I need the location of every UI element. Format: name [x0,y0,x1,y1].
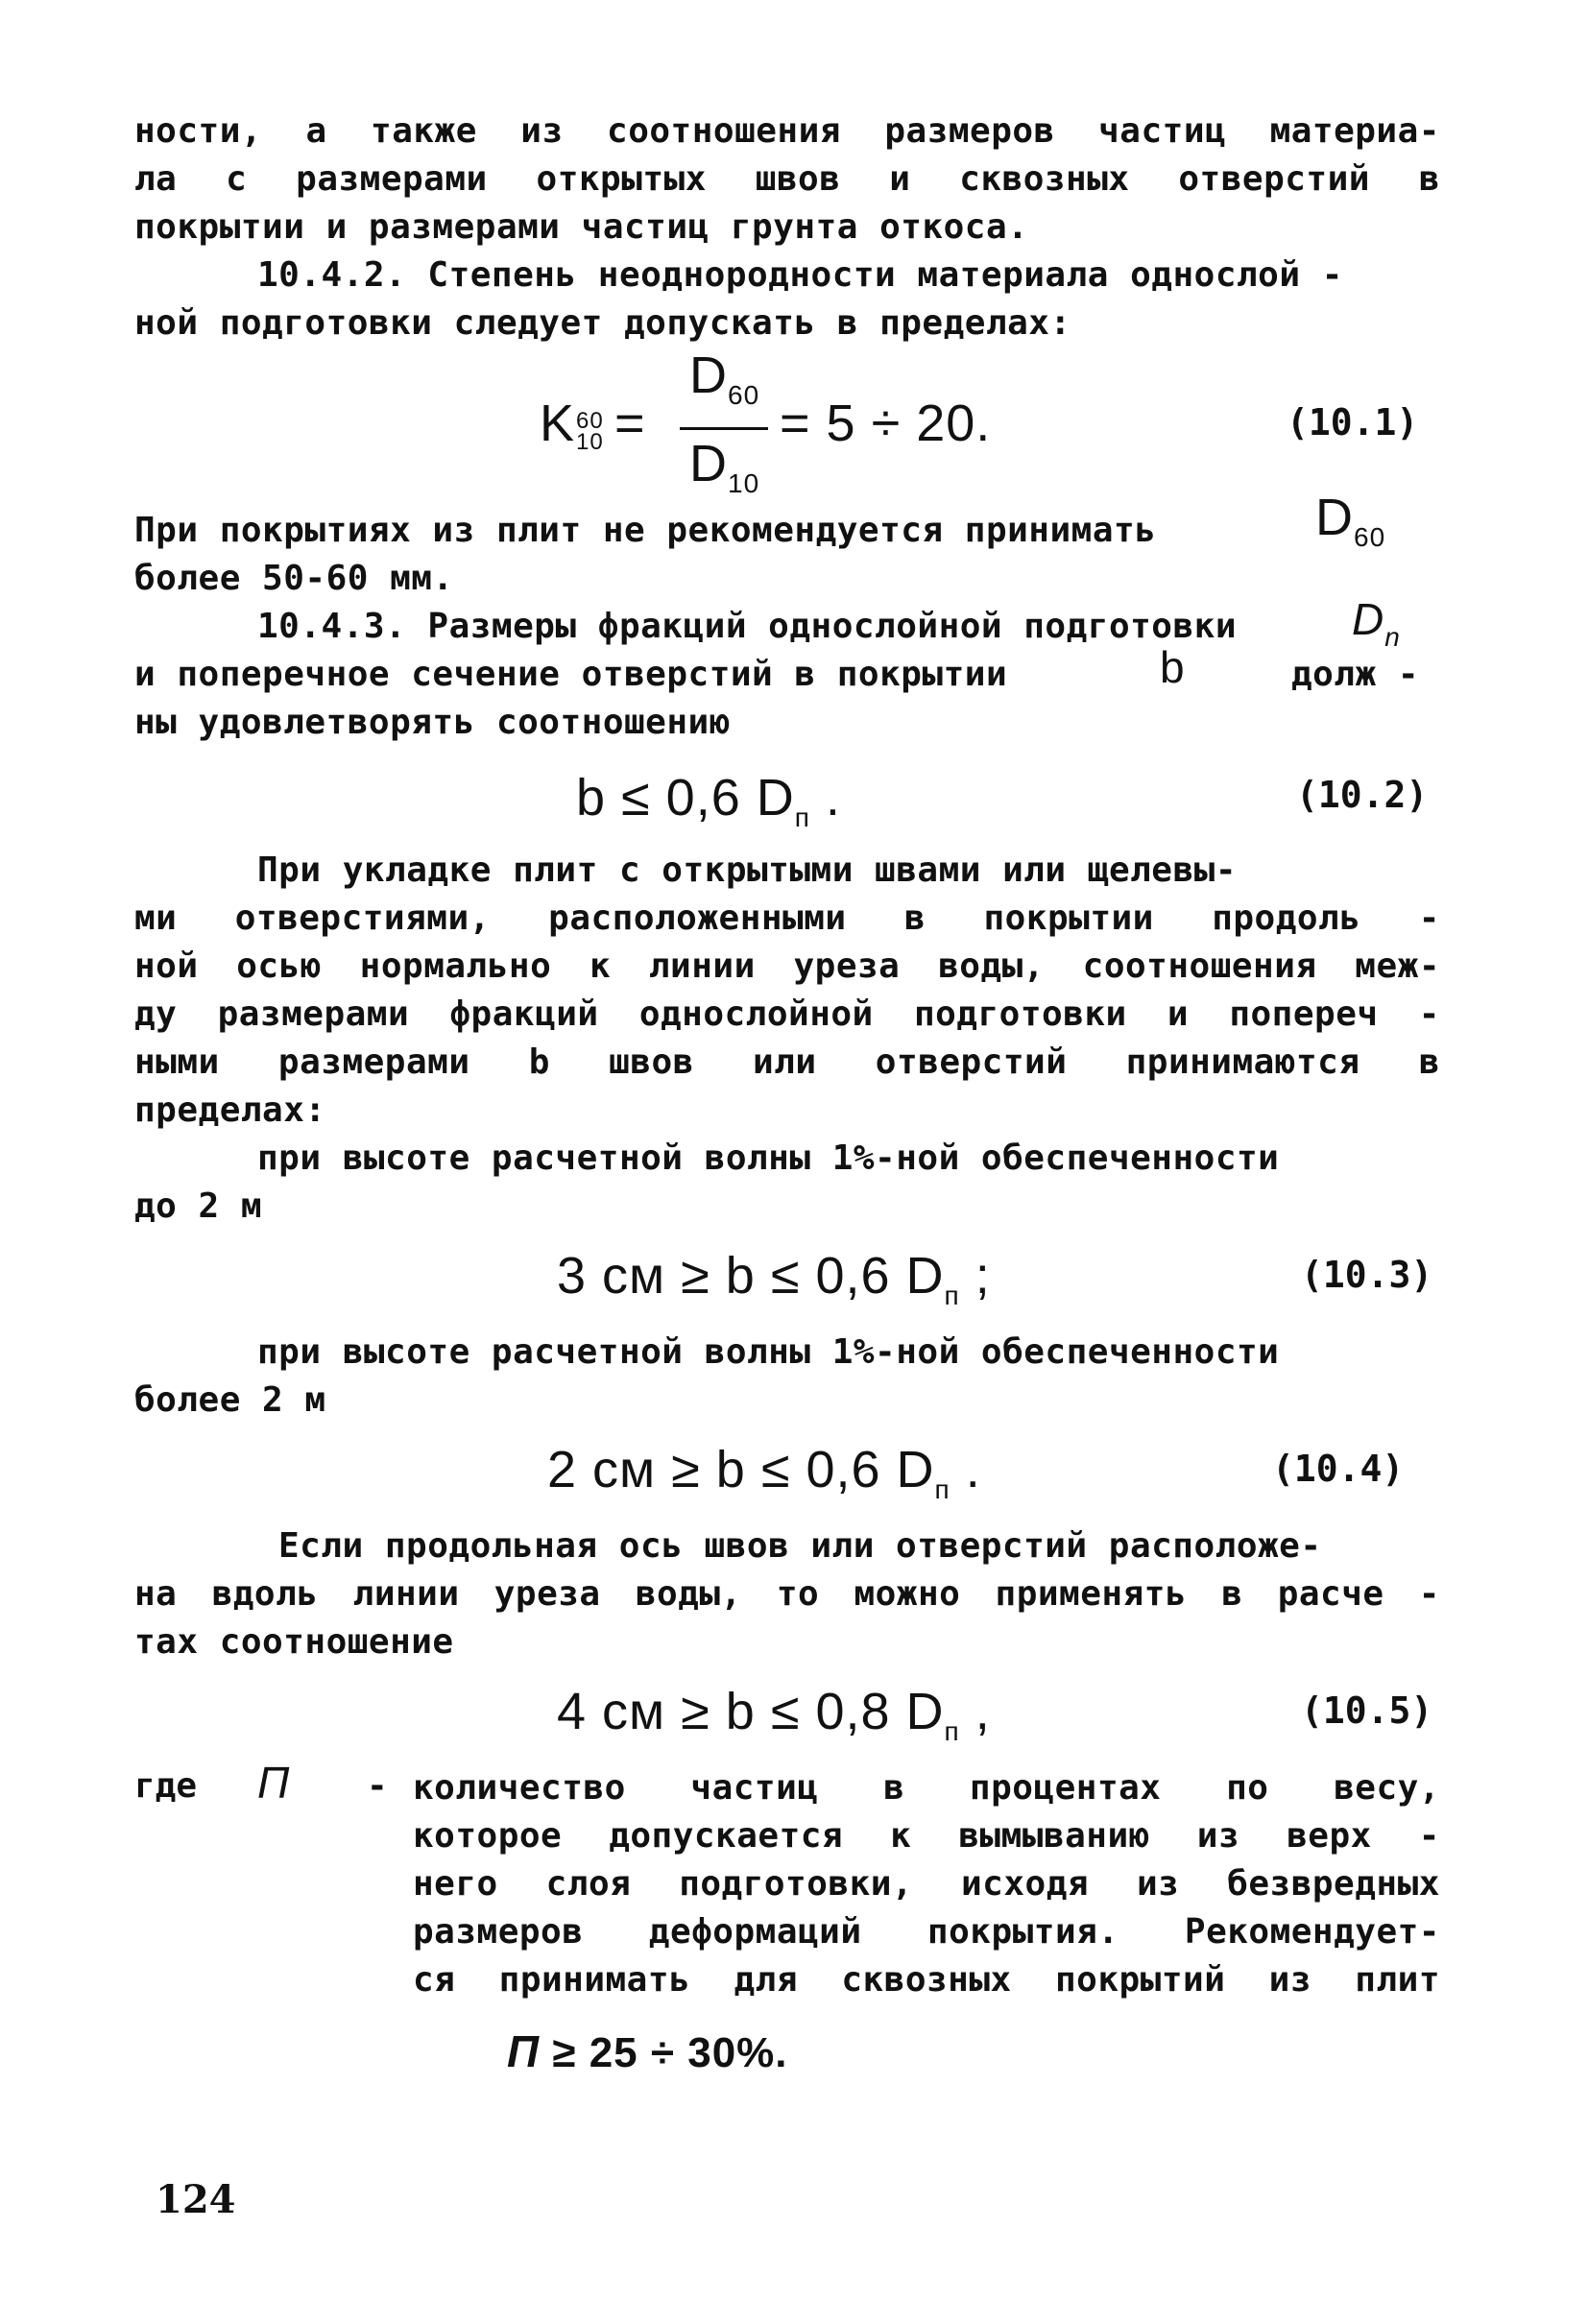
eq5-formula [557,1682,991,1747]
para7-line-2: более 2 м [134,1380,326,1420]
para2-line-2: ной подготовки следует допускать в пределах: [134,303,1071,343]
para7-line-1: при высоте расчетной волны 1%-ной обеспеченности [257,1332,1280,1372]
para3-line-1: При покрытиях из плит не рекомендуется принимать [134,511,1157,550]
para3-symbol-d: D [1315,489,1354,546]
eq6-symbol: П [507,2026,541,2076]
para1-line-2: ла с размерами открытых швов и сквозных отверстий в [134,159,1440,199]
para2-line-1: 10.4.2. Степень неоднородности материала однослой - [257,255,1343,295]
para5-line-3: ной осью нормально к линии уреза воды, соотношения меж- [134,946,1440,986]
para4-tail: долж - [1291,655,1420,694]
eq1-numerator [689,346,759,411]
eq4-body: 2 см ≥ b ≤ 0,6 D [547,1441,935,1498]
where-label: где [134,1766,198,1806]
para4-dn: D [1352,594,1385,644]
eq1-lhs-sub: 10 [576,429,604,455]
para4-b-symbol: b [1160,642,1186,692]
eq1-lhs-indices [576,408,604,455]
eq3-sub: п [944,1281,960,1310]
eq4-number: (10.4) [1272,1448,1405,1490]
para4-dn-sub: n [1384,622,1401,652]
para3-symbol [1315,488,1385,553]
eq2-sub: п [794,803,810,832]
para5-line-2: ми отверстиями, расположенными в покрытии продоль - [134,898,1440,938]
para4-line-3: ны удовлетворять соотношению [134,703,731,742]
para3-symbol-sub: 60 [1354,522,1386,552]
eq1-number: (10.1) [1287,401,1419,443]
eq4-sub: п [934,1474,950,1504]
eq1-rhs: = 5 ÷ 20. [780,395,992,452]
eq6-formula [507,2025,788,2077]
eq3-body: 3 см ≥ b ≤ 0,6 D [557,1247,945,1305]
eq1-equals: = [614,395,646,452]
where-dash: - [367,1766,388,1806]
para3-line-2: более 50-60 мм. [134,559,454,598]
eq1-fraction-bar [680,427,768,430]
para8-line-1: Если продольная ось швов или отверстий расположе- [278,1526,1322,1566]
para4-line-2: и поперечное сечение отверстий в покрытии [134,655,1008,694]
para6-line-2: до 2 м [134,1186,263,1226]
eq5-number: (10.5) [1301,1689,1433,1732]
eq3-number: (10.3) [1301,1254,1433,1296]
eq2-formula [576,768,841,833]
para8-line-3: тах соотношение [134,1622,454,1662]
para5-line-5: ными размерами b швов или отверстий принимаются в [134,1042,1440,1082]
para6-line-1: при высоте расчетной волны 1%-ной обеспеченности [257,1138,1280,1178]
para4-dn-symbol [1352,593,1401,653]
eq2-number: (10.2) [1296,774,1429,816]
para1-line-3: покрытии и размерами частиц грунта откоса. [134,207,1029,247]
eq6-body: ≥ 25 ÷ 30%. [540,2029,788,2076]
eq1-denominator-sub: 10 [728,468,760,498]
eq3-tail: ; [959,1247,991,1305]
para1-line-1: ности, а также из соотношения размеров частиц материа- [134,111,1440,151]
para5-line-1: При укладке плит с открытыми швами или щелевы- [257,851,1237,890]
para4-line-1: 10.4.3. Размеры фракций однослойной подготовки [257,607,1237,646]
eq4-formula [547,1440,981,1505]
where-line-1: количество частиц в процентах по весу, [413,1768,1440,1808]
where-line-5: ся принимать для сквозных покрытий из плит [413,1960,1440,2000]
eq1-denominator-symbol: D [689,435,728,492]
page-number: 124 [156,2177,236,2222]
eq5-body: 4 см ≥ b ≤ 0,8 D [557,1683,945,1740]
eq3-formula [557,1246,991,1311]
eq5-sub: п [944,1716,960,1746]
eq1-numerator-symbol: D [689,347,728,404]
para8-line-2: на вдоль линии уреза воды, то можно применять в расче - [134,1574,1440,1614]
para5-line-6: пределах: [134,1090,326,1130]
eq1-lhs-sup: 60 [576,408,604,434]
eq2-body: b ≤ 0,6 D [576,769,795,827]
eq1-denominator [689,434,759,499]
eq2-tail: . [809,769,841,827]
para5-line-4: ду размерами фракций однослойной подготовки и попереч - [134,994,1440,1034]
eq5-tail: , [959,1683,991,1740]
eq4-tail: . [950,1441,981,1498]
where-line-2: которое допускается к вымыванию из верх - [413,1816,1440,1856]
eq1-numerator-sub: 60 [728,380,760,410]
where-symbol: П [257,1758,291,1808]
where-line-3: него слоя подготовки, исходя из безвредных [413,1864,1440,1904]
where-line-4: размеров деформаций покрытия. Рекомендует- [413,1912,1440,1952]
eq1-lhs [540,394,575,453]
eq1-lhs-symbol: K [540,395,576,452]
